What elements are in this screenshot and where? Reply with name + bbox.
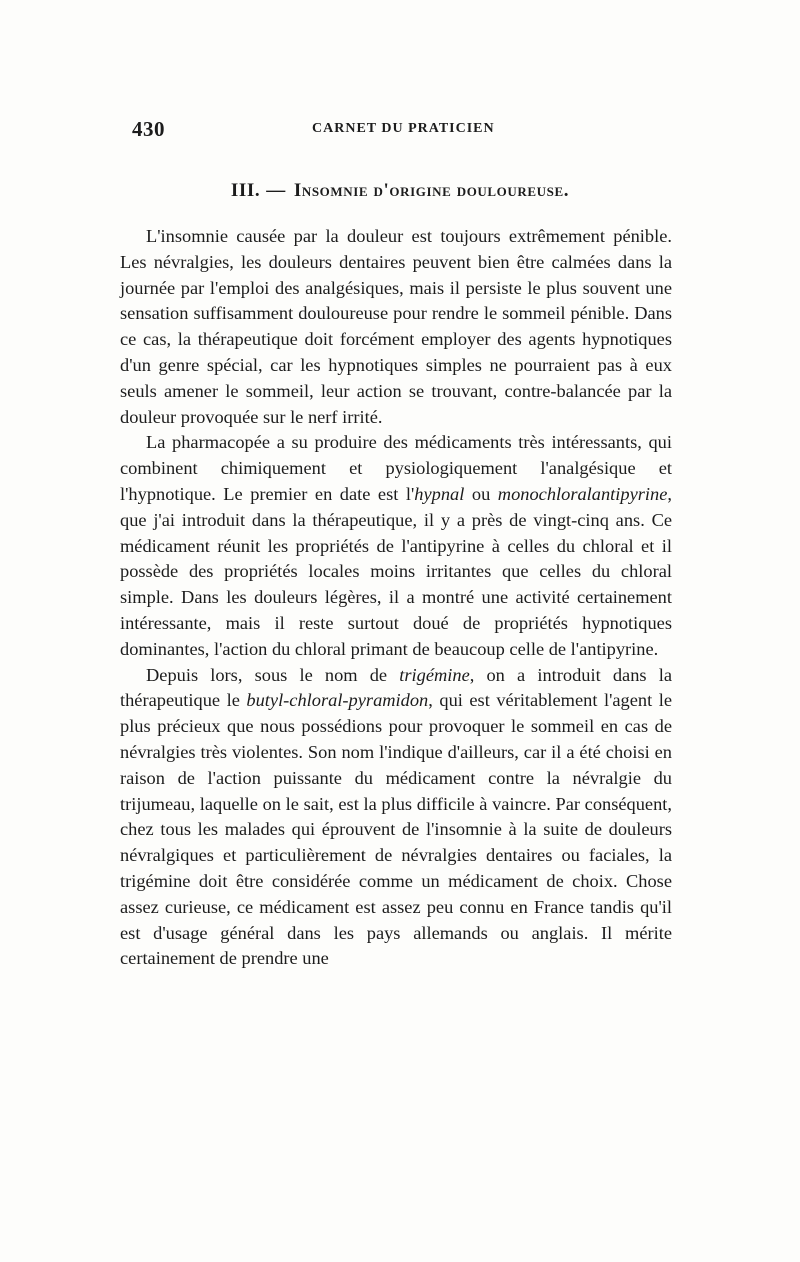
section-title-text: Insomnie d'origine douloureuse. xyxy=(293,180,570,201)
term-trigemine: trigémine xyxy=(399,664,470,685)
body-text xyxy=(120,224,672,972)
paragraph-2-text-a: La pharmacopée a su produire des médicaments très intéressants, qui combinent chimiquement et pysiologiquement l'analgésique et l'hypnotique. Le premier en date est l' xyxy=(120,432,672,504)
page-number: 430 xyxy=(132,117,165,141)
paragraph-1: L'insomnie causée par la douleur est toujours extrêmement pénible. Les névralgies, les douleurs dentaires peuvent bien être calmées dans la journée par l'emploi des analgésiques, mais il persiste le plus souvent une sensation suffisamment douloureuse pour rendre le sommeil pénible. Dans ce cas, la thérapeutique doit forcément employer des agents hypnotiques d'un genre spécial, car les hypnotiques simples ne pourraient pas à eux seuls amener le sommeil, leur action se trouvant, contre-balancée par la douleur provoquée sur le nerf irrité. xyxy=(120,226,672,427)
section-numeral: III. xyxy=(230,180,261,201)
term-monochloralantipyrine: monochloralantipyrine xyxy=(497,483,668,504)
section-dash: — xyxy=(266,180,286,201)
section-title xyxy=(120,180,680,202)
paragraph-3 xyxy=(120,663,672,973)
term-butyl-chloral-pyramidon: butyl-chloral-pyramidon xyxy=(246,690,429,711)
running-head: CARNET DU PRATICIEN xyxy=(312,121,495,136)
paragraph-2 xyxy=(120,430,672,662)
paragraph-3-text-a: Depuis lors, sous le nom de xyxy=(146,664,400,685)
paragraph-3-text-c: , qui est véritablement l'agent le plus précieux que nous possédions pour provoquer le sommeil en cas de névralgies très violentes. Son nom l'indique d'ailleurs, car il a été choisi en raison de l'action puissante du médicament contre la névralgie du trijumeau, laquelle on le sait, est la plus difficile à vaincre. Par conséquent, chez tous les malades qui éprouvent de l'insomnie à la suite de douleurs névralgiques et particulièrement de névralgies dentaires ou faciales, la trigémine doit être considérée comme un médicament de choix. Chose assez curieuse, ce médicament est assez peu connu en France tandis qu'il est d'usage général dans les pays allemands ou anglais. Il mérite certainement de prendre une xyxy=(120,690,672,969)
paragraph-2-text-b: ou xyxy=(464,483,498,504)
paragraph-2-text-c: , que j'ai introduit dans la thérapeutique, il y a près de vingt-cinq ans. Ce médicament réunit les propriétés de l'antipyrine à celles du chloral et il possède des propriétés locales moins irritantes que celles du chloral simple. Dans les douleurs légères, il a montré une activité certainement intéressante, mais il reste surtout doué de propriétés hypnotiques dominantes, l'action du chloral primant de beaucoup celle de l'antipyrine. xyxy=(120,483,672,659)
term-hypnal: hypnal xyxy=(414,483,465,504)
paragraph-3-text-b: , on a introduit dans la thérapeutique le xyxy=(120,664,672,711)
page-header xyxy=(132,117,672,145)
